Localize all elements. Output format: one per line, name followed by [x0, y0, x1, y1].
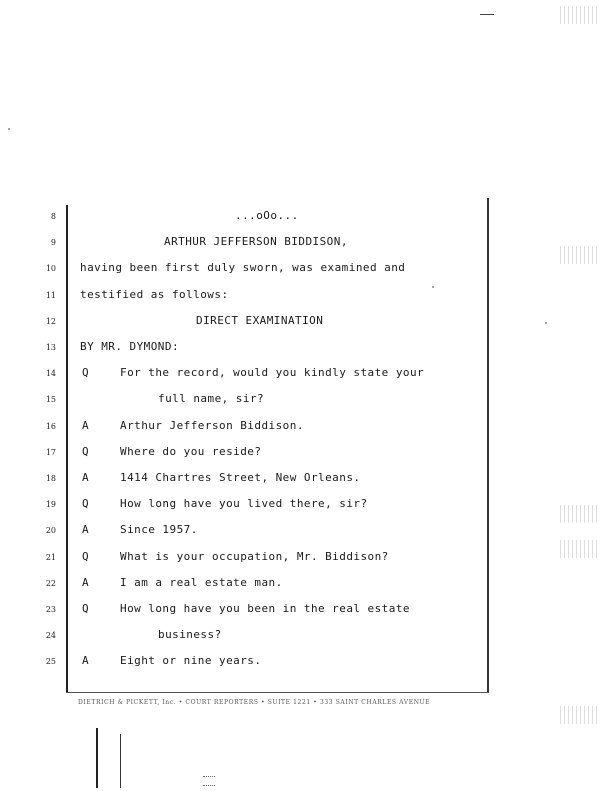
- line-text: ...oOo...: [235, 209, 299, 222]
- scan-noise: [560, 6, 600, 24]
- line-number: 17: [45, 447, 56, 457]
- scan-noise: [560, 505, 600, 523]
- line-text: having been first duly sworn, was examined and: [80, 261, 406, 275]
- question-marker: Q: [82, 602, 90, 615]
- scan-noise: [560, 246, 600, 264]
- line-number: 18: [45, 474, 56, 483]
- line-number: 23: [45, 605, 56, 614]
- line-number: 22: [45, 578, 56, 588]
- question-marker: Q: [82, 366, 90, 380]
- transcript-line: [0, 287, 612, 307]
- line-text: testified as follows:: [80, 287, 229, 301]
- scan-mark: [96, 728, 98, 788]
- line-text: How long have you lived there, sir?: [120, 497, 368, 511]
- line-text: Since 1957.: [120, 523, 198, 537]
- line-number: 15: [45, 395, 56, 405]
- reporter-footer: DIETRICH & PICKETT, Inc. • COURT REPORTERS • SUITE 1221 • 333 SAINT CHARLES AVENUE: [78, 699, 431, 706]
- line-text: I am a real estate man.: [120, 575, 283, 589]
- line-number: 25: [45, 657, 56, 667]
- scan-mark: [120, 734, 121, 788]
- line-text: ARTHUR JEFFERSON BIDDISON,: [164, 235, 348, 249]
- line-number: 11: [45, 290, 56, 300]
- transcript-line: [0, 444, 612, 464]
- question-marker: Q: [82, 497, 90, 511]
- question-marker: Q: [82, 549, 90, 563]
- answer-marker: A: [82, 471, 90, 484]
- transcript-line: [0, 601, 612, 621]
- scan-speck: [8, 128, 10, 130]
- transcript-line: [0, 208, 612, 228]
- line-number: 20: [45, 526, 56, 536]
- transcript-line: [0, 496, 612, 516]
- line-text: full name, sir?: [158, 392, 265, 406]
- bottom-rule: [66, 692, 489, 693]
- scan-noise: [560, 706, 600, 724]
- transcript-line: [0, 549, 612, 569]
- line-text: For the record, would you kindly state your: [120, 366, 425, 380]
- transcript-line: [0, 339, 612, 359]
- transcript-line: [0, 391, 612, 411]
- answer-marker: A: [82, 654, 90, 668]
- line-text: What is your occupation, Mr. Biddison?: [120, 549, 389, 563]
- transcript-line: [0, 522, 612, 542]
- line-number: 24: [45, 631, 56, 641]
- line-text: How long have you been in the real estate: [120, 602, 410, 615]
- line-number: 14: [45, 369, 56, 379]
- scan-noise: [560, 540, 600, 558]
- line-number: 9: [50, 238, 56, 248]
- line-number: 19: [45, 500, 56, 510]
- transcript-line: [0, 653, 612, 673]
- transcript-line: [0, 365, 612, 385]
- scan-mark: [480, 14, 494, 15]
- line-text: BY MR. DYMOND:: [80, 340, 180, 353]
- scan-speck: [545, 322, 547, 324]
- transcript-line: [0, 575, 612, 595]
- transcript-line: [0, 260, 612, 280]
- line-number: 12: [45, 316, 56, 326]
- line-number: 8: [50, 212, 56, 221]
- answer-marker: A: [82, 523, 90, 537]
- transcript-line: [0, 470, 612, 490]
- line-number: 21: [45, 552, 56, 562]
- transcript-line: [0, 234, 612, 254]
- question-marker: Q: [82, 444, 90, 458]
- line-text: DIRECT EXAMINATION: [196, 313, 324, 327]
- scan-speck: [432, 286, 434, 288]
- line-text: 1414 Chartres Street, New Orleans.: [120, 471, 361, 484]
- scan-mark: [203, 776, 215, 786]
- transcript-line: [0, 627, 612, 647]
- line-text: Eight or nine years.: [120, 654, 262, 668]
- line-text: Arthur Jefferson Biddison.: [120, 418, 304, 432]
- line-number: 10: [45, 264, 56, 274]
- line-text: Where do you reside?: [120, 444, 262, 458]
- transcript-line: [0, 418, 612, 438]
- line-number: 16: [45, 421, 56, 431]
- line-number: 13: [45, 343, 56, 352]
- answer-marker: A: [82, 575, 90, 589]
- transcript-line: [0, 313, 612, 333]
- answer-marker: A: [82, 418, 90, 432]
- line-text: business?: [158, 628, 222, 642]
